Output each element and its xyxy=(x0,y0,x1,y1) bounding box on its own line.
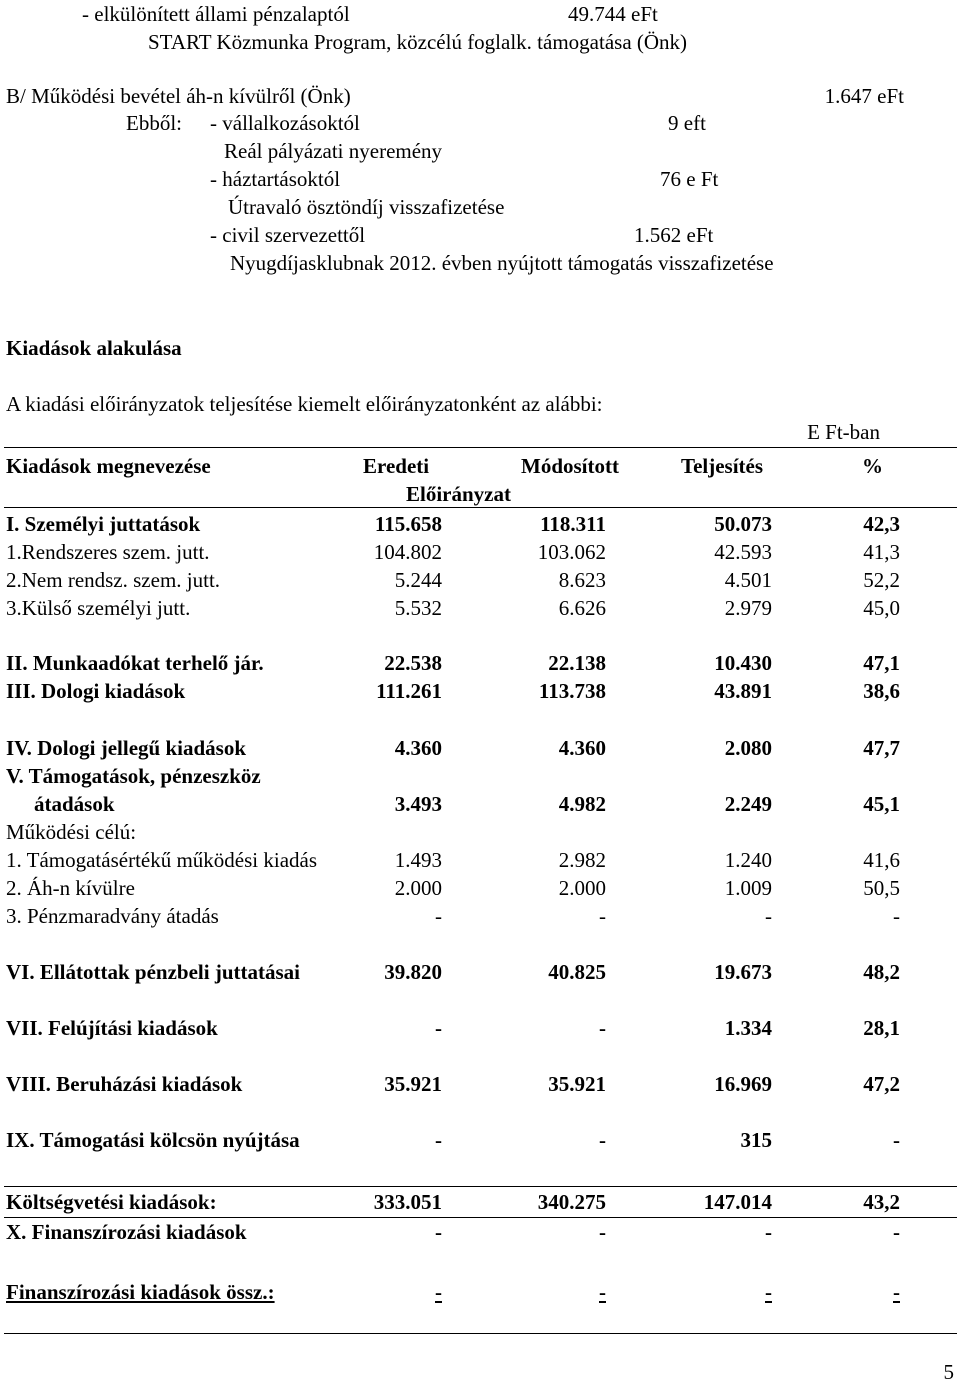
row-modositott: 6.626 xyxy=(558,596,606,620)
row-eredeti: - xyxy=(435,904,442,928)
table-header-rule xyxy=(4,507,957,508)
section-title: Kiadások alakulása xyxy=(6,336,182,360)
row-teljesites: 1.240 xyxy=(724,848,772,872)
row-percent: 47,2 xyxy=(863,1072,900,1096)
row-teljesites: 16.969 xyxy=(714,1072,772,1096)
row-name: VII. Felújítási kiadások xyxy=(6,1016,218,1040)
income-b-value: 1.647 eFt xyxy=(824,84,904,108)
row-percent: 28,1 xyxy=(863,1016,900,1040)
row-modositott: 103.062 xyxy=(537,540,606,564)
row-eredeti: - xyxy=(435,1280,442,1304)
row-modositott: 4.360 xyxy=(558,736,606,760)
row-eredeti: 5.532 xyxy=(394,596,442,620)
income-l1-desc: Reál pályázati nyeremény xyxy=(224,139,443,163)
row-name: 3. Pénzmaradvány átadás xyxy=(6,904,219,928)
row-teljesites: 2.249 xyxy=(724,792,772,816)
income-l3-value: 1.562 eFt xyxy=(634,223,714,247)
row-modositott: - xyxy=(599,1280,606,1304)
row-teljesites: 1.009 xyxy=(724,876,772,900)
income-l3-label: - civil szervezettől xyxy=(210,223,366,247)
header-eredeti: Eredeti xyxy=(363,454,430,478)
row-percent: 45,0 xyxy=(863,596,900,620)
row-teljesites: 4.501 xyxy=(724,568,772,592)
row-percent: 47,1 xyxy=(863,651,900,675)
row-eredeti: 5.244 xyxy=(394,568,442,592)
row-teljesites: 19.673 xyxy=(714,960,772,984)
row-percent: 38,6 xyxy=(863,679,900,703)
row-modositott: - xyxy=(599,1016,606,1040)
row-eredeti: 333.051 xyxy=(373,1190,442,1214)
row-eredeti: - xyxy=(435,1220,442,1244)
income-line1-label: - elkülönített állami pénzalaptól xyxy=(82,2,350,26)
row-eredeti: 4.360 xyxy=(394,736,442,760)
row-modositott: 35.921 xyxy=(548,1072,606,1096)
row-percent: 41,3 xyxy=(863,540,900,564)
row-modositott: - xyxy=(599,1220,606,1244)
row-percent: - xyxy=(893,1128,900,1152)
income-line2: START Közmunka Program, közcélú foglalk. támogatása (Önk) xyxy=(148,30,688,54)
row-name: IX. Támogatási kölcsön nyújtása xyxy=(6,1128,300,1152)
income-ebbol: Ebből: xyxy=(126,111,182,135)
header-percent: % xyxy=(862,454,883,478)
income-l2-desc: Útravaló ösztöndíj visszafizetése xyxy=(228,195,505,219)
row-name: VI. Ellátottak pénzbeli juttatásai xyxy=(6,960,300,984)
total-bottom-rule xyxy=(4,1217,957,1218)
row-teljesites: 50.073 xyxy=(714,512,772,536)
row-eredeti: 104.802 xyxy=(373,540,442,564)
header-teljesites: Teljesítés xyxy=(681,454,764,478)
row-teljesites: - xyxy=(765,904,772,928)
row-name: 2. Áh-n kívülre xyxy=(6,876,135,900)
income-l3-desc: Nyugdíjasklubnak 2012. évben nyújtott támogatás visszafizetése xyxy=(230,251,774,275)
row-modositott: 113.738 xyxy=(538,679,606,703)
row-percent: 52,2 xyxy=(863,568,900,592)
row-teljesites: 43.891 xyxy=(714,679,772,703)
row-percent: 42,3 xyxy=(863,512,900,536)
row-teljesites: 147.014 xyxy=(703,1190,772,1214)
page-number: 5 xyxy=(943,1360,954,1384)
row-eredeti: - xyxy=(435,1128,442,1152)
row-name: 3.Külső személyi jutt. xyxy=(6,596,191,620)
header-modositott: Módosított xyxy=(521,454,619,478)
row-teljesites: - xyxy=(765,1280,772,1304)
row-modositott: 8.623 xyxy=(558,568,606,592)
row-modositott: 118.311 xyxy=(540,512,606,536)
income-line1-value: 49.744 eFt xyxy=(568,2,658,26)
table-bottom-rule xyxy=(4,1333,957,1334)
unit-label: E Ft-ban xyxy=(807,420,880,444)
row-modositott: 2.000 xyxy=(558,876,606,900)
row-percent: 41,6 xyxy=(863,848,900,872)
row-percent: 50,5 xyxy=(863,876,900,900)
row-modositott: 340.275 xyxy=(537,1190,606,1214)
row-modositott: - xyxy=(599,904,606,928)
row-percent: 43,2 xyxy=(863,1190,900,1214)
income-b-title: B/ Működési bevétel áh-n kívülről (Önk) xyxy=(6,84,351,108)
row-name: IV. Dologi jellegű kiadások xyxy=(6,736,246,760)
table-top-rule xyxy=(4,447,957,448)
row-teljesites: 1.334 xyxy=(724,1016,772,1040)
row-eredeti: 111.261 xyxy=(376,679,442,703)
row-name: 2.Nem rendsz. szem. jutt. xyxy=(6,568,221,592)
row-name: Működési célú: xyxy=(6,820,137,844)
row-teljesites: 10.430 xyxy=(714,651,772,675)
row-name: 1. Támogatásértékű működési kiadás xyxy=(6,848,318,872)
row-eredeti: - xyxy=(435,1016,442,1040)
row-name: X. Finanszírozási kiadások xyxy=(6,1220,247,1244)
row-percent: - xyxy=(893,1220,900,1244)
intro-text: A kiadási előirányzatok teljesítése kiemelt előirányzatonként az alábbi: xyxy=(6,392,603,416)
row-teljesites: 2.979 xyxy=(724,596,772,620)
row-modositott: - xyxy=(599,1128,606,1152)
row-eredeti: 2.000 xyxy=(394,876,442,900)
row-percent: - xyxy=(893,904,900,928)
row-eredeti: 39.820 xyxy=(384,960,442,984)
row-eredeti: 35.921 xyxy=(384,1072,442,1096)
income-l2-value: 76 e Ft xyxy=(660,167,719,191)
row-name: V. Támogatások, pénzeszköz xyxy=(6,764,261,788)
header-eloiranyzat: Előirányzat xyxy=(406,482,511,506)
header-name: Kiadások megnevezése xyxy=(6,454,211,478)
income-l1-value: 9 eft xyxy=(668,111,706,135)
row-eredeti: 115.658 xyxy=(374,512,442,536)
row-name: 1.Rendszeres szem. jutt. xyxy=(6,540,210,564)
row-modositott: 40.825 xyxy=(548,960,606,984)
income-l1-label: - vállalkozásoktól xyxy=(210,111,360,135)
row-percent: 48,2 xyxy=(863,960,900,984)
row-modositott: 22.138 xyxy=(548,651,606,675)
row-teljesites: - xyxy=(765,1220,772,1244)
row-modositott: 2.982 xyxy=(558,848,606,872)
total-top-rule xyxy=(4,1186,957,1187)
row-name: Költségvetési kiadások: xyxy=(6,1190,217,1214)
row-eredeti: 1.493 xyxy=(394,848,442,872)
row-name: VIII. Beruházási kiadások xyxy=(6,1072,243,1096)
row-teljesites: 2.080 xyxy=(724,736,772,760)
row-percent: - xyxy=(893,1280,900,1304)
row-name: II. Munkaadókat terhelő jár. xyxy=(6,651,264,675)
row-name: Finanszírozási kiadások össz.: xyxy=(6,1280,275,1304)
row-name: I. Személyi juttatások xyxy=(6,512,201,536)
row-percent: 45,1 xyxy=(863,792,900,816)
income-l2-label: - háztartásoktól xyxy=(210,167,341,191)
row-percent: 47,7 xyxy=(863,736,900,760)
row-teljesites: 315 xyxy=(740,1128,772,1152)
row-teljesites: 42.593 xyxy=(714,540,772,564)
row-modositott: 4.982 xyxy=(558,792,606,816)
row-eredeti: 22.538 xyxy=(384,651,442,675)
row-name: átadások xyxy=(34,792,115,816)
row-name: III. Dologi kiadások xyxy=(6,679,186,703)
row-eredeti: 3.493 xyxy=(394,792,442,816)
